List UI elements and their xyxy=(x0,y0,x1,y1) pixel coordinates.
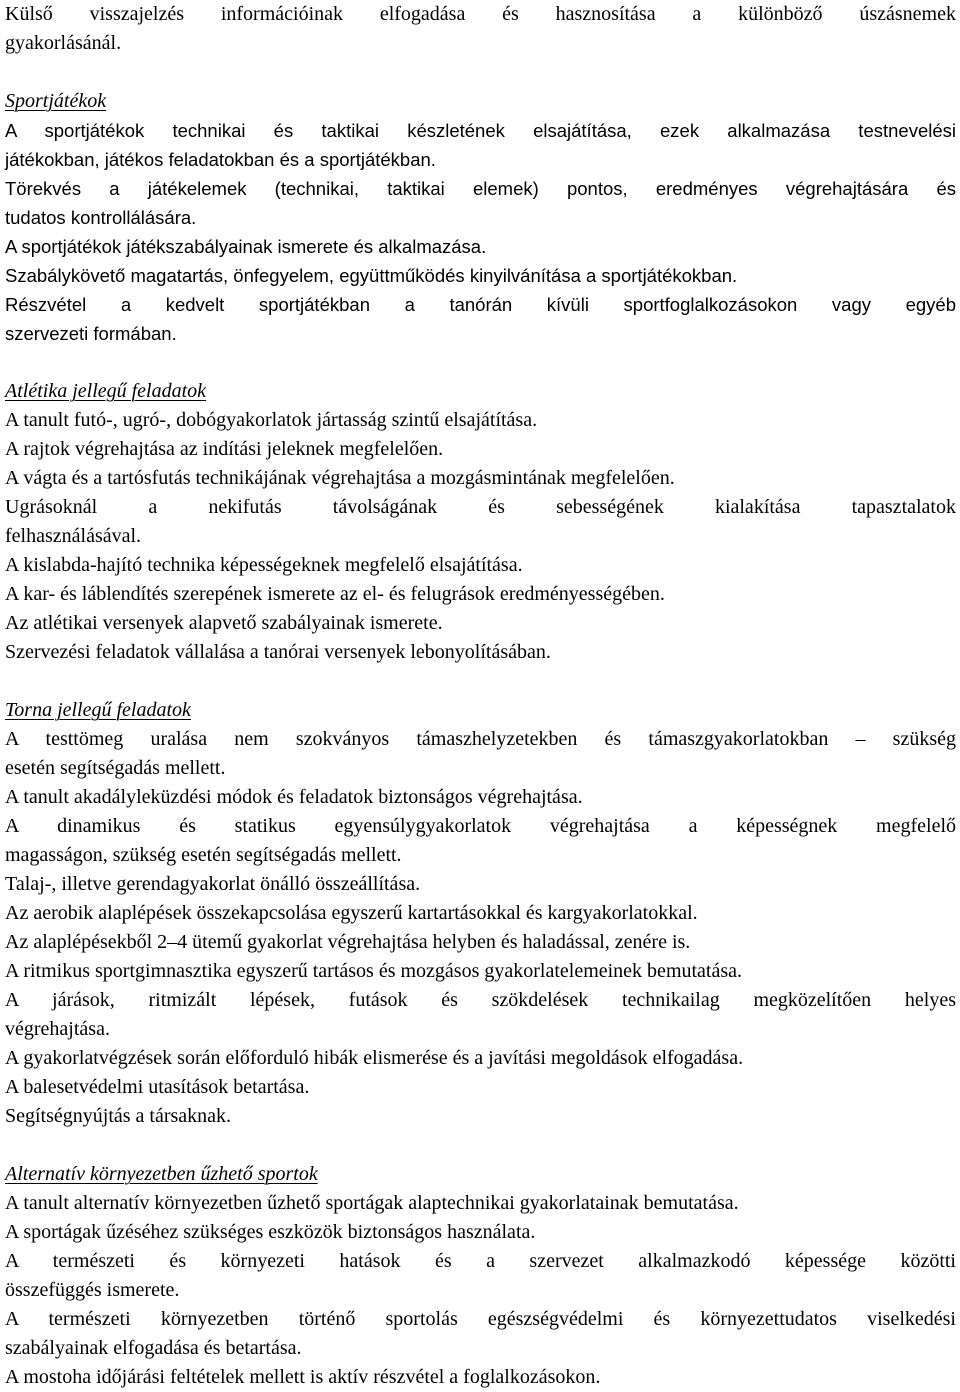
text-line: Szervezési feladatok vállalása a tanórai versenyek lebonyolításában. xyxy=(5,641,551,663)
text-line: A természeti és környezeti hatások és a szervezet alkalmazkodó képessége közötti xyxy=(5,1250,956,1272)
text-line: szabályainak elfogadása és betartása. xyxy=(5,1337,302,1359)
spacer xyxy=(5,1131,956,1160)
text-line: esetén segítségadás mellett. xyxy=(5,757,226,779)
section-sportjatekok xyxy=(5,87,956,348)
document-page xyxy=(5,0,956,1392)
text-line: A kislabda-hajító technika képességeknek megfelelő elsajátítása. xyxy=(5,554,523,576)
text-line: Talaj-, illetve gerendagyakorlat önálló összeállítása. xyxy=(5,873,421,895)
text-line: A rajtok végrehajtása az indítási jeleknek megfelelően. xyxy=(5,438,444,460)
intro-line-1: Külső visszajelzés információinak elfogadása és hasznosítása a különböző úszásnemek xyxy=(5,3,956,25)
text-line: végrehajtása. xyxy=(5,1018,110,1040)
section-heading: Alternatív környezetben űzhető sportok xyxy=(5,1163,318,1185)
text-line: A tanult alternatív környezetben űzhető sportágak alaptechnikai gyakorlatainak bemutatása. xyxy=(5,1192,739,1214)
spacer xyxy=(5,348,956,377)
text-line: Az atlétikai versenyek alapvető szabályainak ismerete. xyxy=(5,612,443,634)
text-line: A testtömeg uralása nem szokványos támaszhelyzetekben és támaszgyakorlatokban – szükség xyxy=(5,728,956,750)
text-line: A tanult futó-, ugró-, dobógyakorlatok jártasság szintű elsajátítása. xyxy=(5,409,538,431)
text-line: A balesetvédelmi utasítások betartása. xyxy=(5,1076,310,1098)
text-line: A sportágak űzéséhez szükséges eszközök biztonságos használata. xyxy=(5,1221,536,1243)
spacer xyxy=(5,667,956,696)
text-line: A járások, ritmizált lépések, futások és szökdelések technikailag megközelítően helyes xyxy=(5,989,956,1011)
text-line: Törekvés a játékelemek (technikai, taktikai elemek) pontos, eredményes végrehajtására és xyxy=(5,178,956,199)
section-torna xyxy=(5,696,956,1131)
text-line: Az alaplépésekből 2–4 ütemű gyakorlat végrehajtása helyben és haladással, zenére is. xyxy=(5,931,691,953)
spacer xyxy=(5,58,956,87)
intro-line-2: gyakorlásánál. xyxy=(5,32,122,54)
section-heading: Atlétika jellegű feladatok xyxy=(5,380,207,402)
text-line: Szabálykövető magatartás, önfegyelem, együttműködés kinyilvánítása a sportjátékokban. xyxy=(5,265,738,286)
text-line: A sportjátékok játékszabályainak ismerete és alkalmazása. xyxy=(5,236,487,257)
text-line: A ritmikus sportgimnasztika egyszerű tartásos és mozgásos gyakorlatelemeinek bemutatása. xyxy=(5,960,743,982)
section-heading: Torna jellegű feladatok xyxy=(5,699,191,721)
text-line: Az aerobik alaplépések összekapcsolása egyszerű kartartásokkal és kargyakorlatokkal. xyxy=(5,902,698,924)
text-line: Részvétel a kedvelt sportjátékban a tanórán kívüli sportfoglalkozásokon vagy egyéb xyxy=(5,294,956,315)
text-line: Segítségnyújtás a társaknak. xyxy=(5,1105,232,1127)
text-line: felhasználásával. xyxy=(5,525,142,547)
text-line: játékokban, játékos feladatokban és a sportjátékban. xyxy=(5,149,436,170)
text-line: Ugrásoknál a nekifutás távolságának és sebességének kialakítása tapasztalatok xyxy=(5,496,956,518)
section-alternativ xyxy=(5,1160,956,1392)
text-line: A gyakorlatvégzések során előforduló hibák elismerése és a javítási megoldások elfogadása. xyxy=(5,1047,744,1069)
text-line: A tanult akadályleküzdési módok és feladatok biztonságos végrehajtása. xyxy=(5,786,583,808)
text-line: tudatos kontrollálására. xyxy=(5,207,197,228)
text-line: A kar- és láblendítés szerepének ismerete az el- és felugrások eredményességében. xyxy=(5,583,665,605)
text-line: összefüggés ismerete. xyxy=(5,1279,180,1301)
text-line: A sportjátékok technikai és taktikai készletének elsajátítása, ezek alkalmazása testnevelési xyxy=(5,120,956,141)
text-line: A vágta és a tartósfutás technikájának végrehajtása a mozgásmintának megfelelően. xyxy=(5,467,675,489)
section-atletika xyxy=(5,377,956,667)
text-line: magasságon, szükség esetén segítségadás mellett. xyxy=(5,844,402,866)
text-line: A dinamikus és statikus egyensúlygyakorlatok végrehajtása a képességnek megfelelő xyxy=(5,815,956,837)
section-heading: Sportjátékok xyxy=(5,90,107,112)
text-line: A mostoha időjárási feltételek mellett is aktív részvétel a foglalkozásokon. xyxy=(5,1366,601,1388)
text-line: szervezeti formában. xyxy=(5,323,177,344)
text-line: A természeti környezetben történő sportolás egészségvédelmi és környezettudatos viselkedési xyxy=(5,1308,956,1330)
